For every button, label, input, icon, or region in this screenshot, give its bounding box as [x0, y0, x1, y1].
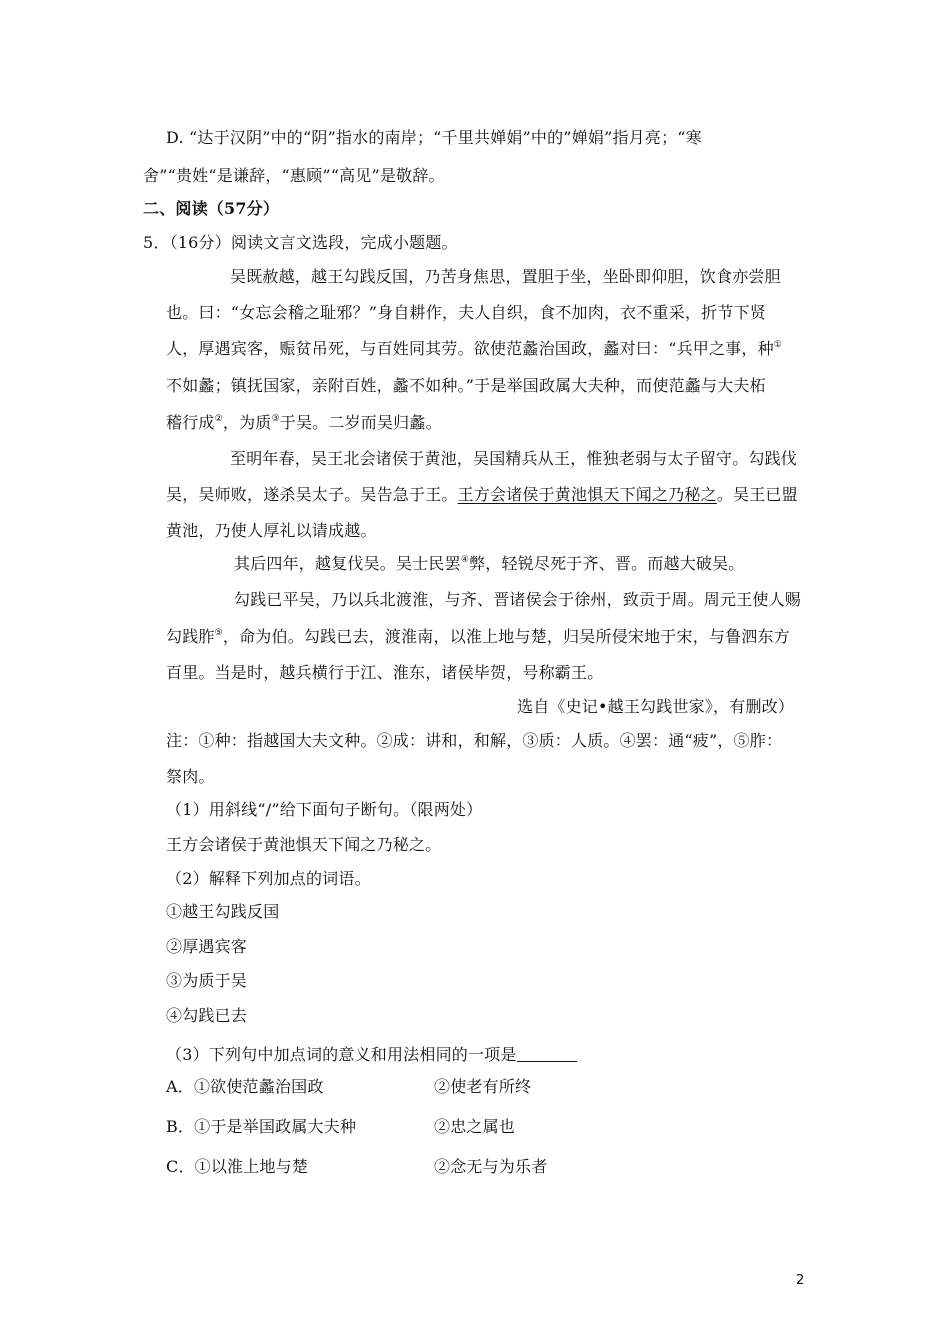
answer-blank[interactable] — [517, 1047, 577, 1062]
passage-p1-line4: 不如蠡；镇抚国家，亲附百姓，蠡不如种。”于是举国政属大夫种，而使范蠡与大夫柘 — [166, 376, 766, 395]
sub2-item: ②厚遇宾客 — [166, 937, 248, 956]
passage-p4-line2: 勾践胙⑤，命为伯。勾践已去，渡淮南，以淮上地与楚，归吴所侵宋地于宋，与鲁泗东方 — [166, 627, 790, 646]
footnote-mark-2: ② — [214, 414, 223, 424]
passage-p1-line1: 吴既赦越，越王勾践反国，乃苦身焦思，置胆于坐，坐卧即仰胆，饮食亦尝胆 — [230, 267, 781, 286]
passage-p4-line1: 勾践已平吴，乃以兵北渡淮，与齐、晋诸侯会于徐州，致贡于周。周元王使人赐 — [234, 590, 802, 609]
passage-p2-line1: 至明年春，吴王北会诸侯于黄池，吴国精兵从王，惟独老弱与太子留守。勾践伐 — [230, 449, 798, 468]
sub1-prompt: （1）用斜线“/”给下面句子断句。（限两处） — [166, 800, 483, 819]
notes-line2: 祭肉。 — [166, 767, 215, 786]
sub2-item: ①越王勾践反国 — [166, 902, 280, 921]
passage-p1-line5: 稽行成②，为质③于吴。二岁而吴归蠡。 — [166, 413, 442, 432]
q4-option-d-line1: D. “达于汉阴”中的“阴”指水的南岸；“千里共婵娟”中的”婵娟”指月亮；“寒 — [166, 128, 702, 147]
page-number: 2 — [796, 1273, 805, 1288]
footnote-mark-5: ⑤ — [214, 628, 223, 638]
passage-p3: 其后四年，越复伐吴。吴士民罢④弊，轻锐尽死于齐、晋。而越大破吴。 — [234, 554, 745, 573]
passage-p2-line3: 黄池，乃使人厚礼以请成越。 — [166, 521, 377, 540]
footnote-mark-3: ③ — [271, 414, 280, 424]
passage-p2-line2: 吴，吴师败，遂杀吴太子。吴告急于王。王方会诸侯于黄池惧天下闻之乃秘之。吴王已盟 — [166, 485, 798, 504]
passage-p1-line2: 也。曰：“女忘会稽之耻邪？”身自耕作，夫人自织，食不加肉，衣不重采，折节下贤 — [166, 303, 766, 322]
sub3-option-b: B．①于是举国政属大夫种 ②忠之属也 — [166, 1117, 516, 1136]
sub3-prompt: （3）下列句中加点词的意义和用法相同的一项是 — [166, 1045, 577, 1065]
sub2-item: ③为质于吴 — [166, 971, 248, 990]
section-heading: 二、阅读（57分） — [143, 199, 280, 218]
notes-line1: 注：①种：指越国大夫文种。②成：讲和，和解，③质：人质。④罢：通“疲”，⑤胙： — [166, 731, 783, 750]
q4-option-d-line2: 舍”“贵姓“是谦辞，“惠顾”“高见”是敬辞。 — [143, 166, 445, 185]
footnote-mark-4: ④ — [460, 555, 470, 565]
footnote-mark-1: ① — [773, 340, 783, 350]
passage-p4-line3: 百里。当是时，越兵横行于江、淮东，诸侯毕贺，号称霸王。 — [166, 663, 604, 682]
passage-p1-line3: 人，厚遇宾客，赈贫吊死，与百姓同其劳。欲使范蠡治国政，蠡对曰：“兵甲之事，种① — [166, 339, 783, 358]
passage-source: 选自《史记•越王勾践世家》，有删改） — [517, 697, 795, 716]
sub2-prompt: （2）解释下列加点的词语。 — [166, 869, 371, 888]
sub3-option-a: A．①欲使范蠡治国政 ②使老有所终 — [166, 1077, 532, 1096]
sub3-option-c: C．①以淮上地与楚 ②念无与为乐者 — [166, 1157, 548, 1176]
q5-stem: 5．（16分）阅读文言文选段，完成小题题。 — [143, 233, 458, 252]
underlined-sentence: 王方会诸侯于黄池惧天下闻之乃秘之 — [457, 485, 717, 504]
sub1-sentence: 王方会诸侯于黄池惧天下闻之乃秘之。 — [166, 835, 442, 854]
sub2-item: ④勾践已去 — [166, 1006, 248, 1025]
